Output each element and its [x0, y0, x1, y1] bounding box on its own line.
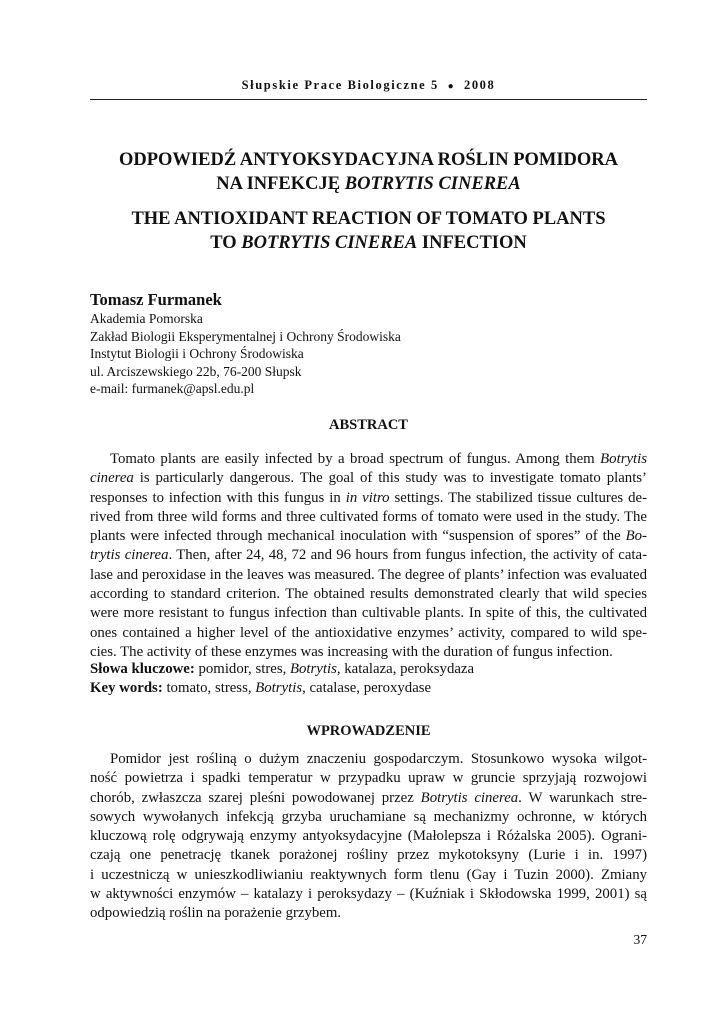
title-english: [90, 207, 647, 255]
intro-line: i uczestniczą w unieszkodliwianiu reaktywnych form tlenu (Gay i Tuzin 2000). Zmiany: [90, 866, 647, 883]
title-polish-line1: ODPOWIEDŹ ANTYOKSYDACYJNA ROŚLIN POMIDORA: [118, 150, 619, 170]
abstract-line: were more resistant to fungus infection than cultivable plants. In spite of this, the cultivated: [90, 605, 647, 622]
abstract-heading: ABSTRACT: [329, 417, 408, 433]
intro-line: odpowiedzią roślin na porażenie grzybem.: [90, 905, 342, 922]
abstract-body: [90, 450, 647, 662]
journal-year: 2008: [463, 78, 496, 92]
intro-line: chorób, zwłaszcza szarej pleśni powodowanej przez Botrytis cinerea. W warunkach stre-: [90, 789, 648, 806]
abstract-line: Tomato plants are easily infected by a broad spectrum of fungus. Among them Botrytis: [110, 451, 647, 467]
header-rule: [90, 99, 647, 100]
author-name: Tomasz Furmanek: [90, 290, 222, 309]
intro-line: sowych wywołanych infekcją grzyba uruchamiane są mechanizmy ochronne, w których: [90, 808, 647, 825]
introduction-body: [90, 750, 647, 924]
affiliation-line: Instytut Biologii i Ochrony Środowiska: [90, 346, 304, 361]
abstract-line: ones contained a higher level of the antioxidative enzymes’ activity, compared to wild spe-: [90, 624, 647, 641]
title-english-line1: THE ANTIOXIDANT REACTION OF TOMATO PLANTS: [131, 209, 606, 229]
affiliation-line: Akademia Pomorska: [90, 311, 203, 326]
affiliation-line: ul. Arciszewskiego 22b, 76-200 Słupsk: [90, 363, 302, 379]
page-number: 37: [633, 932, 647, 947]
title-english-line2-post: INFECTION: [417, 233, 527, 253]
abstract-line: cies. The activity of these enzymes was increasing with the duration of fungus infection.: [90, 643, 613, 660]
abstract-line: lase and peroxidase in the leaves was measured. The degree of plants’ infection was evaluated: [90, 566, 647, 583]
intro-line: w aktywności enzymów – katalazy i peroksydazy – (Kuźniak i Skłodowska 1999, 2001) są: [90, 886, 647, 903]
abstract-line: plants were infected through mechanical inoculation with “suspension of spores” of the Bo-: [90, 528, 647, 545]
keywords-block: [90, 660, 647, 699]
title-polish-line2-text: NA INFEKCJĘ: [216, 174, 345, 194]
intro-line: kluczową rolę odgrywają enzymy antyoksydacyjne (Małolepsza i Różalska 2005). Ograni-: [90, 828, 647, 845]
affiliation-line: Zakład Biologii Eksperymentalnej i Ochrony Środowiska: [90, 328, 401, 344]
intro-line: czają one penetrację tkanek porażonej rośliny przez mykotoksyny (Lurie i in. 1997): [90, 847, 647, 864]
title-english-species: BOTRYTIS CINEREA: [241, 233, 418, 253]
abstract-line: responses to infection with this fungus in in vitro settings. The stabilized tissue cultures de-: [90, 489, 647, 506]
intro-line: Pomidor jest rośliną o dużym znaczeniu gospodarczym. Stosunkowo wysoka wilgot-: [110, 751, 647, 767]
title-polish-line2: [90, 172, 647, 196]
author-email: e-mail: furmanek@apsl.edu.pl: [90, 381, 255, 396]
title-english-line2: [90, 231, 647, 255]
introduction-heading: WPROWADZENIE: [306, 723, 431, 739]
keywords-polish: Słowa kluczowe: pomidor, stres, Botrytis, katalaza, peroksydaza: [90, 661, 475, 677]
bullet-separator: ●: [447, 81, 456, 92]
abstract-line: rived from three wild forms and three cultivated forms of tomato were used in the study. The: [90, 508, 647, 525]
keywords-english: Key words: tomato, stress, Botrytis, catalase, peroxydase: [90, 680, 432, 697]
abstract-line: cinerea is particularly dangerous. The goal of this study was to investigate tomato plants’: [90, 470, 647, 487]
title-polish: [90, 148, 647, 196]
title-english-line2-pre: TO: [210, 233, 242, 253]
title-polish-species: BOTRYTIS CINEREA: [344, 174, 521, 194]
running-head: [90, 78, 647, 93]
author-block: [90, 290, 647, 398]
journal-name: Słupskie Prace Biologiczne 5: [241, 78, 439, 92]
abstract-line: trytis cinerea. Then, after 24, 48, 72 and 96 hours from fungus infection, the activity of cata-: [90, 547, 647, 564]
intro-line: ność powietrza i spadki temperatur w przypadku upraw w gruncie sprzyjają rozwojowi: [90, 770, 647, 787]
abstract-line: according to standard criterion. The obtained results demonstrated clearly that wild species: [90, 586, 647, 603]
